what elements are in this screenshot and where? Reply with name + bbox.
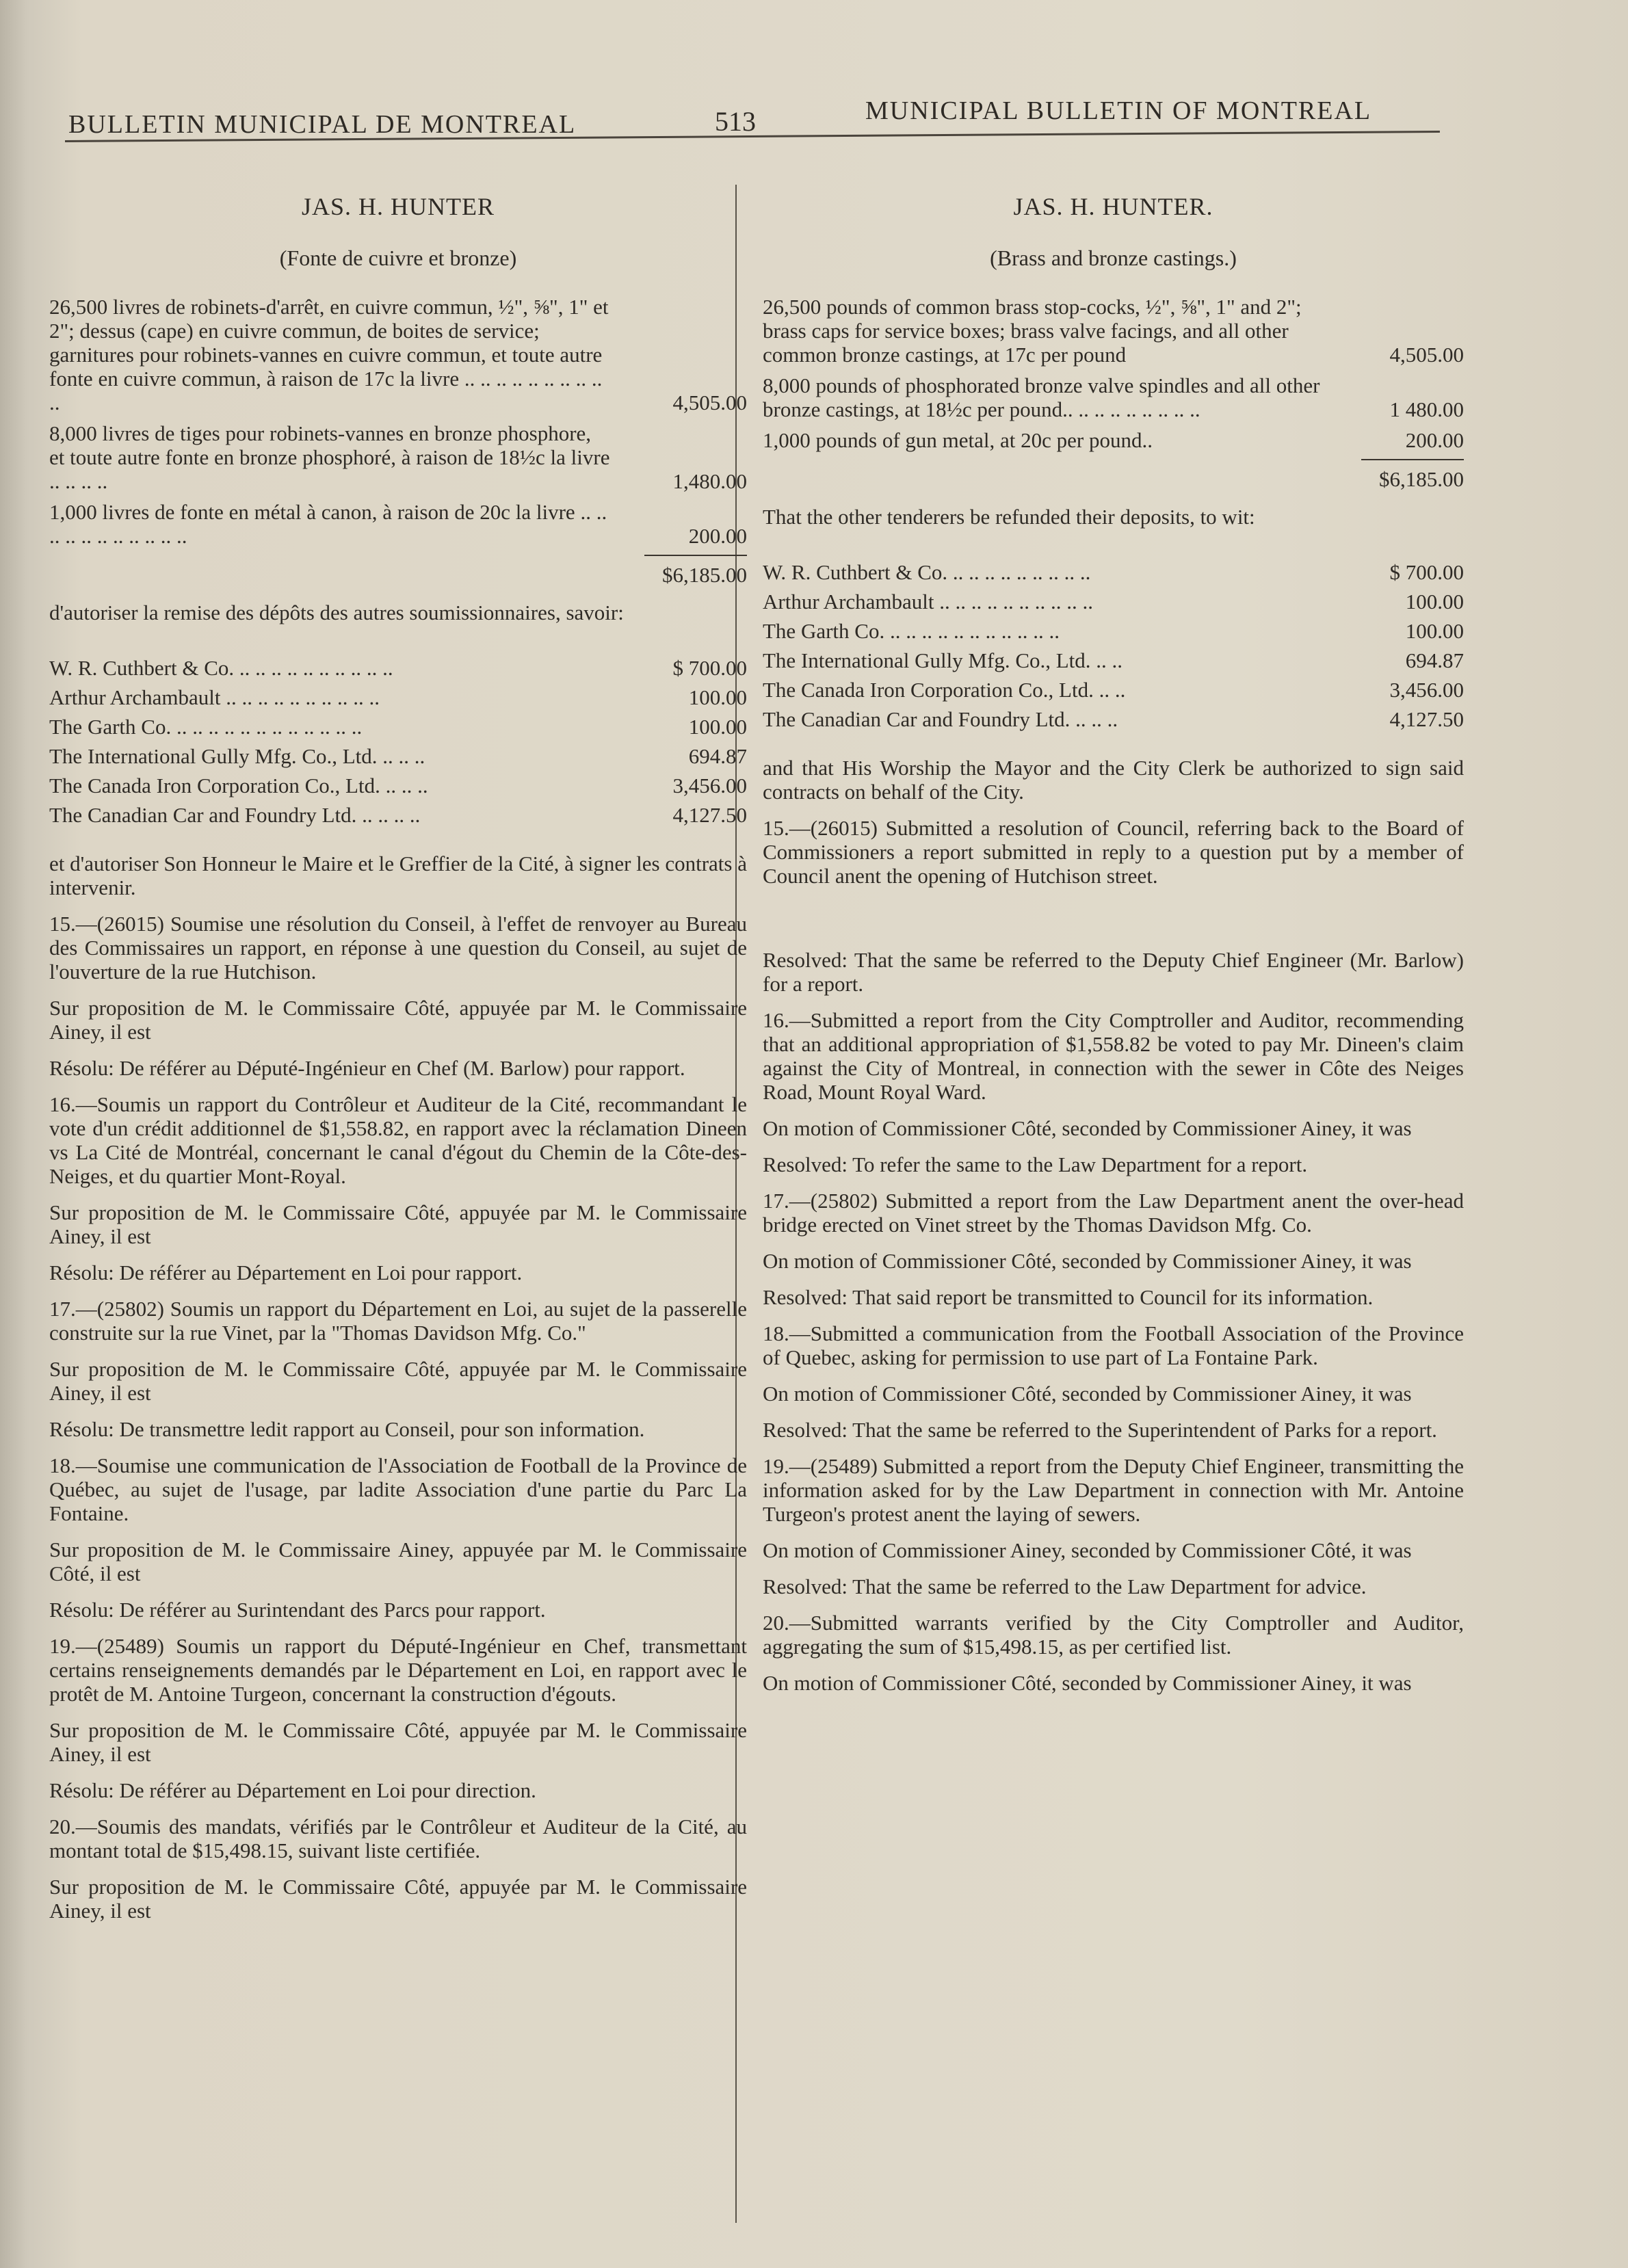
- tenderer-name: Arthur Archambault .. .. .. .. .. .. .. .. .. ..: [49, 685, 380, 709]
- right-item: [763, 295, 1464, 367]
- left-item: [49, 295, 747, 414]
- left-tenderer-row: [49, 774, 747, 797]
- right-tenderer-row: [763, 619, 1464, 643]
- right-item-text: 8,000 pounds of phosphorated bronze valve spindles and all other bronze castings, at 18½c per pound.. .. .. .. .. .. .. .. ..: [763, 373, 1320, 421]
- right-resolved-15: Resolved: That the same be referred to the Deputy Chief Engineer (Mr. Barlow) for a report.: [763, 948, 1464, 996]
- tenderer-amount: 100.00: [1405, 619, 1464, 643]
- right-item-20: 20.—Submitted warrants verified by the City Comptroller and Auditor, aggregating the sum of $15,498.15, as per certified list.: [763, 1611, 1464, 1659]
- right-item: [763, 428, 1464, 452]
- right-authorize: and that His Worship the Mayor and the City Clerk be authorized to sign said contracts on behalf of the City.: [763, 756, 1464, 804]
- tenderer-name: The Garth Co. .. .. .. .. .. .. .. .. .. .. .. ..: [49, 715, 363, 739]
- tenderer-name: The International Gully Mfg. Co., Ltd. .. .. ..: [49, 744, 425, 768]
- right-motion-20: On motion of Commissioner Côté, seconded by Commissioner Ainey, it was: [763, 1671, 1412, 1695]
- left-motion-16: Sur proposition de M. le Commissaire Côté, appuyée par M. le Commissaire Ainey, il est: [49, 1200, 747, 1248]
- right-item-text: 1,000 pounds of gun metal, at 20c per pound..: [763, 428, 1153, 452]
- tenderer-amount: 100.00: [1405, 590, 1464, 614]
- tenderer-name: The Canadian Car and Foundry Ltd. .. .. .. ..: [49, 803, 421, 827]
- left-item-text: 8,000 livres de tiges pour robinets-vannes en bronze phosphore, et toute autre fonte en bronze phosphoré, à raison de 18½c la livre .. .. .. ..: [49, 421, 610, 493]
- left-item-text: 1,000 livres de fonte en métal à canon, à raison de 20c la livre .. .. .. .. .. .. .. .. .. .. ..: [49, 500, 607, 548]
- left-authorize: et d'autoriser Son Honneur le Maire et le Greffier de la Cité, à signer les contrats à intervenir.: [49, 852, 747, 899]
- right-subtitle: (Brass and bronze castings.): [990, 246, 1237, 270]
- left-item-18: 18.—Soumise une communication de l'Association de Football de la Province de Québec, au sujet de l'usage, par ladite Association d'une partie du Parc La Fontaine.: [49, 1453, 747, 1525]
- tenderer-name: Arthur Archambault .. .. .. .. .. .. .. .. .. ..: [763, 590, 1094, 614]
- left-tenderer-row: [49, 656, 747, 680]
- left-item: [49, 500, 747, 548]
- right-motion-16: On motion of Commissioner Côté, seconded by Commissioner Ainey, it was: [763, 1116, 1412, 1140]
- tenderer-amount: 694.87: [688, 744, 747, 768]
- right-resolved-19: Resolved: That the same be referred to the Law Department for advice.: [763, 1574, 1367, 1598]
- left-tenderer-row: [49, 715, 747, 739]
- left-motion-15: Sur proposition de M. le Commissaire Côté, appuyée par M. le Commissaire Ainey, il est: [49, 996, 747, 1044]
- left-motion-19: Sur proposition de M. le Commissaire Côté, appuyée par M. le Commissaire Ainey, il est: [49, 1718, 747, 1766]
- left-resolved-16: Résolu: De référer au Département en Loi pour rapport.: [49, 1261, 523, 1284]
- right-item-amount: 200.00: [1405, 428, 1464, 452]
- tenderer-name: The Canadian Car and Foundry Ltd. .. .. ..: [763, 707, 1118, 731]
- left-subtitle: (Fonte de cuivre et bronze): [279, 246, 517, 270]
- header-french-title: BULLETIN MUNICIPAL DE MONTREAL: [68, 110, 577, 139]
- tenderer-name: W. R. Cuthbert & Co. .. .. .. .. .. .. .. .. .. ..: [49, 656, 393, 680]
- right-item-text: 26,500 pounds of common brass stop-cocks, ½", ⅝", 1" and 2"; brass caps for service boxes; brass valve facings, and all other common bronze castings, at 17c per pound: [763, 295, 1302, 367]
- left-item-amount: 4,505.00: [672, 391, 747, 414]
- header-english-title: MUNICIPAL BULLETIN OF MONTREAL: [865, 96, 1372, 125]
- total-rule: [644, 555, 747, 556]
- right-tenderer-row: [763, 590, 1464, 614]
- right-item-amount: 4,505.00: [1389, 343, 1464, 367]
- left-tenderer-row: [49, 803, 747, 827]
- left-item-text: 26,500 livres de robinets-d'arrêt, en cuivre commun, ½", ⅝", 1" et 2"; dessus (cape) en cuivre commun, de boites de service; garnitures pour robinets-vannes en cuivre commun, et toute autre fonte en cuivre commun, à raison de 17c la livre .. .. .. .. .. .. .. .. .. ..: [49, 295, 609, 414]
- right-item: [763, 373, 1464, 421]
- left-item-15: 15.—(26015) Soumise une résolution du Conseil, à l'effet de renvoyer au Bureau des Commissaires un rapport, en réponse à une question du Conseil, au sujet de l'ouverture de la rue Hutchison.: [49, 912, 747, 984]
- left-motion-17: Sur proposition de M. le Commissaire Côté, appuyée par M. le Commissaire Ainey, il est: [49, 1357, 747, 1405]
- tenderer-name: W. R. Cuthbert & Co. .. .. .. .. .. .. .. .. ..: [763, 560, 1091, 584]
- tenderer-amount: 4,127.50: [1389, 707, 1464, 731]
- right-item-15: 15.—(26015) Submitted a resolution of Council, referring back to the Board of Commissioners a report submitted in reply to a question put by a member of Council anent the opening of Hutchison street.: [763, 816, 1464, 888]
- tenderer-amount: 100.00: [688, 685, 747, 709]
- right-item-amount: 1 480.00: [1389, 397, 1464, 421]
- right-item-19: 19.—(25489) Submitted a report from the Deputy Chief Engineer, transmitting the information asked for by the Law Department in connection with Mr. Antoine Turgeon's protest anent the laying of sewers.: [763, 1454, 1464, 1526]
- right-total: $6,185.00: [1379, 467, 1464, 491]
- tenderer-amount: $ 700.00: [1389, 560, 1464, 584]
- tenderer-name: The Garth Co. .. .. .. .. .. .. .. .. .. .. ..: [763, 619, 1060, 643]
- right-tenderer-row: [763, 678, 1464, 702]
- left-item: [49, 421, 747, 493]
- right-refund-intro: That the other tenderers be refunded their deposits, to wit:: [763, 505, 1255, 529]
- left-tenderer-row: [49, 744, 747, 768]
- left-item-20: 20.—Soumis des mandats, vérifiés par le Contrôleur et Auditeur de la Cité, au montant total de $15,498.15, suivant liste certifiée.: [49, 1815, 747, 1862]
- left-item-19: 19.—(25489) Soumis un rapport du Député-Ingénieur en Chef, transmettant certains renseignements demandés par le Département en Loi, en rapport avec le protêt de M. Antoine Turgeon, concernant la construction d'égouts.: [49, 1634, 747, 1706]
- right-resolved-17: Resolved: That said report be transmitted to Council for its information.: [763, 1285, 1374, 1309]
- right-resolved-16: Resolved: To refer the same to the Law Department for a report.: [763, 1152, 1308, 1176]
- right-motion-18: On motion of Commissioner Côté, seconded by Commissioner Ainey, it was: [763, 1382, 1412, 1406]
- right-tenderer-row: [763, 648, 1464, 672]
- right-motion-17: On motion of Commissioner Côté, seconded by Commissioner Ainey, it was: [763, 1249, 1412, 1273]
- tenderer-amount: 694.87: [1405, 648, 1464, 672]
- tenderer-amount: 3,456.00: [1389, 678, 1464, 702]
- total-rule: [1361, 459, 1464, 460]
- french-column: [49, 195, 747, 1935]
- right-item-16: 16.—Submitted a report from the City Comptroller and Auditor, recommending that an additional appropriation of $1,558.82 be voted to pay Mr. Dineen's claim against the City of Montreal, in connection with the sewer in Côte des Neiges Road, Mount Royal Ward.: [763, 1008, 1464, 1104]
- right-item-17: 17.—(25802) Submitted a report from the Law Department anent the over-head bridge erected on Vinet street by the Thomas Davidson Mfg. Co.: [763, 1189, 1464, 1237]
- left-item-amount: 200.00: [688, 524, 747, 548]
- left-title: JAS. H. HUNTER: [301, 193, 495, 220]
- left-resolved-17: Résolu: De transmettre ledit rapport au Conseil, pour son information.: [49, 1417, 645, 1441]
- left-item-16: 16.—Soumis un rapport du Contrôleur et Auditeur de la Cité, recommandant le vote d'un crédit additionnel de $1,558.82, en rapport avec la réclamation Dineen vs La Cité de Montréal, concernant le canal d'égout du Chemin de la Côte-des-Neiges, et du quartier Mont-Royal.: [49, 1092, 747, 1188]
- right-tenderer-row: [763, 560, 1464, 584]
- tenderer-name: The Canada Iron Corporation Co., Ltd. .. ..: [763, 678, 1126, 702]
- left-resolved-15: Résolu: De référer au Député-Ingénieur en Chef (M. Barlow) pour rapport.: [49, 1056, 685, 1080]
- left-motion-20: Sur proposition de M. le Commissaire Côté, appuyée par M. le Commissaire Ainey, il est: [49, 1875, 747, 1923]
- tenderer-amount: $ 700.00: [672, 656, 747, 680]
- left-resolved-19: Résolu: De référer au Département en Loi pour direction.: [49, 1778, 536, 1802]
- tenderer-amount: 100.00: [688, 715, 747, 739]
- right-motion-19: On motion of Commissioner Ainey, seconded by Commissioner Côté, it was: [763, 1538, 1412, 1562]
- right-resolved-18: Resolved: That the same be referred to the Superintendent of Parks for a report.: [763, 1418, 1437, 1442]
- left-refund-intro: d'autoriser la remise des dépôts des autres soumissionnaires, savoir:: [49, 601, 624, 624]
- left-item-amount: 1,480.00: [672, 469, 747, 493]
- page-number: 513: [715, 106, 756, 137]
- left-total: $6,185.00: [662, 563, 747, 587]
- tenderer-name: The Canada Iron Corporation Co., Ltd. .. .. ..: [49, 774, 428, 797]
- right-item-18: 18.—Submitted a communication from the Football Association of the Province of Quebec, asking for permission to use part of La Fontaine Park.: [763, 1321, 1464, 1369]
- tenderer-amount: 3,456.00: [672, 774, 747, 797]
- english-column: [763, 195, 1464, 1707]
- left-resolved-18: Résolu: De référer au Surintendant des Parcs pour rapport.: [49, 1598, 546, 1622]
- left-item-17: 17.—(25802) Soumis un rapport du Département en Loi, au sujet de la passerelle construite sur la rue Vinet, par la "Thomas Davidson Mfg. Co.": [49, 1297, 747, 1345]
- right-tenderer-row: [763, 707, 1464, 731]
- page-header: [68, 82, 1436, 144]
- left-motion-18: Sur proposition de M. le Commissaire Ainey, appuyée par M. le Commissaire Côté, il est: [49, 1538, 747, 1585]
- left-tenderer-row: [49, 685, 747, 709]
- tenderer-name: The International Gully Mfg. Co., Ltd. .. ..: [763, 648, 1123, 672]
- right-title: JAS. H. HUNTER.: [1013, 193, 1213, 220]
- tenderer-amount: 4,127.50: [672, 803, 747, 827]
